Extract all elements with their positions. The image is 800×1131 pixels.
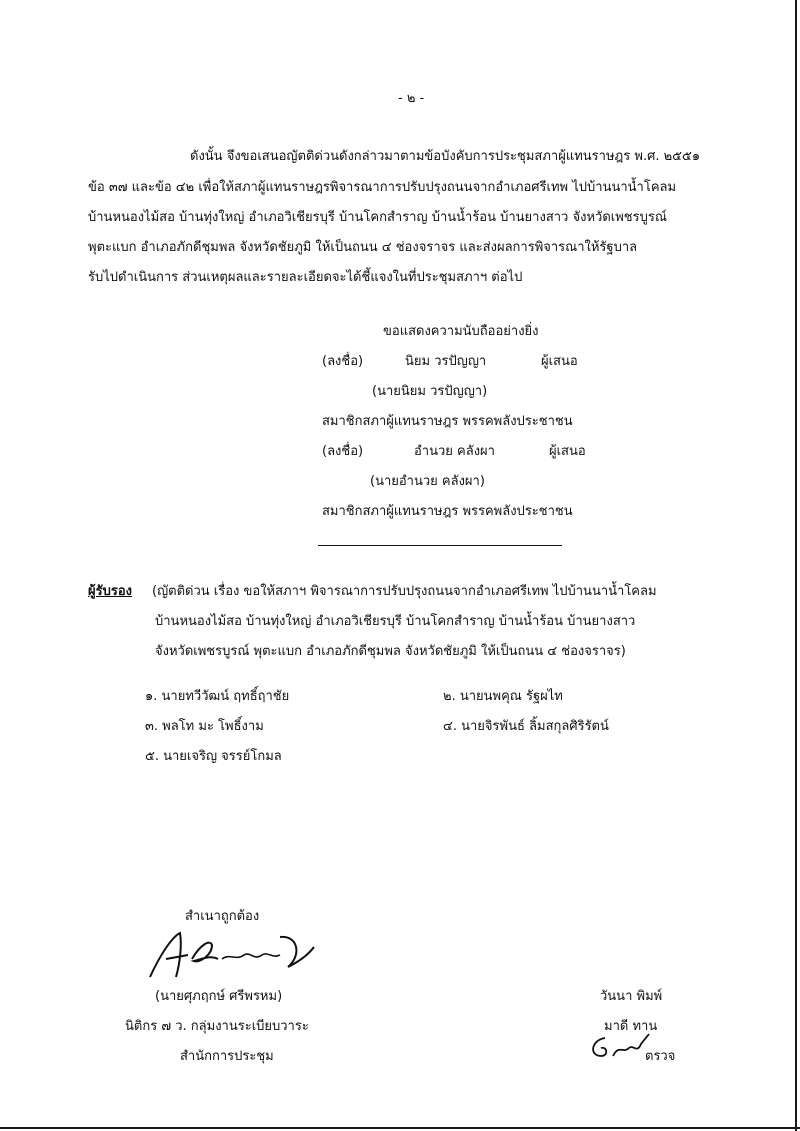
checked-label: ตรวจ bbox=[645, 1049, 676, 1064]
endorsers-subject-line-3: จังหวัดเพชรบูรณ์ พุตะแบก อำเภอภักดีชุมพล จังหวัดชัยภูมิ ให้เป็นถนน ๔ ช่องจราจร) bbox=[155, 644, 626, 659]
endorser-2: ๒. นายนพคุณ รัฐผไท bbox=[443, 689, 563, 704]
signer1-role: ผู้เสนอ bbox=[541, 354, 578, 369]
body-line-4: พุตะแบก อำเภอภักดีชุมพล จังหวัดชัยภูมิ ให้เป็นถนน ๔ ช่องจราจร และส่งผลการพิจารณาให้รัฐบาล bbox=[88, 240, 638, 255]
signer1-name: นิยม วรปัญญา bbox=[405, 354, 487, 369]
endorser-1: ๑. นายทวีวัฒน์ ฤทธิ์ฤาชัย bbox=[145, 689, 290, 704]
signer2-full-name: (นายอำนวย คลังผา) bbox=[370, 474, 485, 489]
endorsers-label: ผู้รับรอง bbox=[88, 584, 132, 599]
signer2-position: สมาชิกสภาผู้แทนราษฎร พรรคพลังประชาชน bbox=[322, 504, 573, 519]
page-right-border bbox=[795, 0, 797, 1131]
page-number: - ๒ - bbox=[398, 91, 425, 106]
section-divider bbox=[318, 545, 562, 546]
endorser-4: ๔. นายจิรพันธ์ ลิ้มสกุลศิริรัตน์ bbox=[443, 719, 609, 734]
endorsers-subject-line-1: (ญัตติด่วน เรื่อง ขอให้สภาฯ พิจารณาการปรับปรุงถนนจากอำเภอศรีเทพ ไปบ้านนาน้ำโคลม bbox=[152, 584, 657, 599]
proofread-by: มาดี ทาน bbox=[604, 1019, 658, 1034]
signer2-name: อำนวย คลังผา bbox=[414, 444, 495, 459]
respect-closing: ขอแสดงความนับถืออย่างยิ่ง bbox=[383, 324, 539, 339]
signer1-position: สมาชิกสภาผู้แทนราษฎร พรรคพลังประชาชน bbox=[322, 414, 573, 429]
signer2-role: ผู้เสนอ bbox=[549, 444, 586, 459]
signer1-sign-label: (ลงชื่อ) bbox=[322, 354, 364, 369]
certifier-name: (นายศุภฤกษ์ ศรีพรหม) bbox=[155, 989, 283, 1004]
page-bottom-border bbox=[0, 1127, 800, 1129]
body-line-3: บ้านหนองไม้สอ บ้านทุ่งใหญ่ อำเภอวิเชียรบุรี บ้านโคกสำราญ บ้านน้ำร้อน บ้านยางสาว จังหวัดเพชรบูรณ์ bbox=[88, 210, 667, 225]
signer2-sign-label: (ลงชื่อ) bbox=[322, 444, 364, 459]
certifier-position: นิติกร ๗ ว. กลุ่มงานระเบียบวาระ bbox=[125, 1019, 309, 1034]
body-line-5: รับไปดำเนินการ ส่วนเหตุผลและรายละเอียดจะได้ชี้แจงในที่ประชุมสภาฯ ต่อไป bbox=[88, 270, 523, 285]
endorser-3: ๓. พลโท มะ โพธิ์งาม bbox=[145, 719, 264, 734]
endorser-5: ๕. นายเจริญ จรรย์โกมล bbox=[145, 749, 282, 764]
certifier-office: สำนักการประชุม bbox=[180, 1049, 274, 1064]
typed-by: วันนา พิมพ์ bbox=[600, 989, 663, 1004]
signer1-full-name: (นายนิยม วรปัญญา) bbox=[372, 384, 488, 399]
endorsers-subject-line-2: บ้านหนองไม้สอ บ้านทุ่งใหญ่ อำเภอวิเชียรบุรี บ้านโคกสำราญ บ้านน้ำร้อน บ้านยางสาว bbox=[155, 614, 636, 629]
certification-title: สำเนาถูกต้อง bbox=[185, 909, 260, 924]
body-line-1: ดังนั้น จึงขอเสนอญัตติด่วนดังกล่าวมาตามข้อบังคับการประชุมสภาผู้แทนราษฎร พ.ศ. ๒๕๕๑ bbox=[190, 149, 701, 164]
body-line-2: ข้อ ๓๗ และข้อ ๔๒ เพื่อให้สภาผู้แทนราษฎรพิจารณาการปรับปรุงถนนจากอำเภอศรีเทพ ไปบ้านนาน้ำโคลม bbox=[88, 180, 677, 195]
certifier-signature bbox=[140, 925, 320, 985]
